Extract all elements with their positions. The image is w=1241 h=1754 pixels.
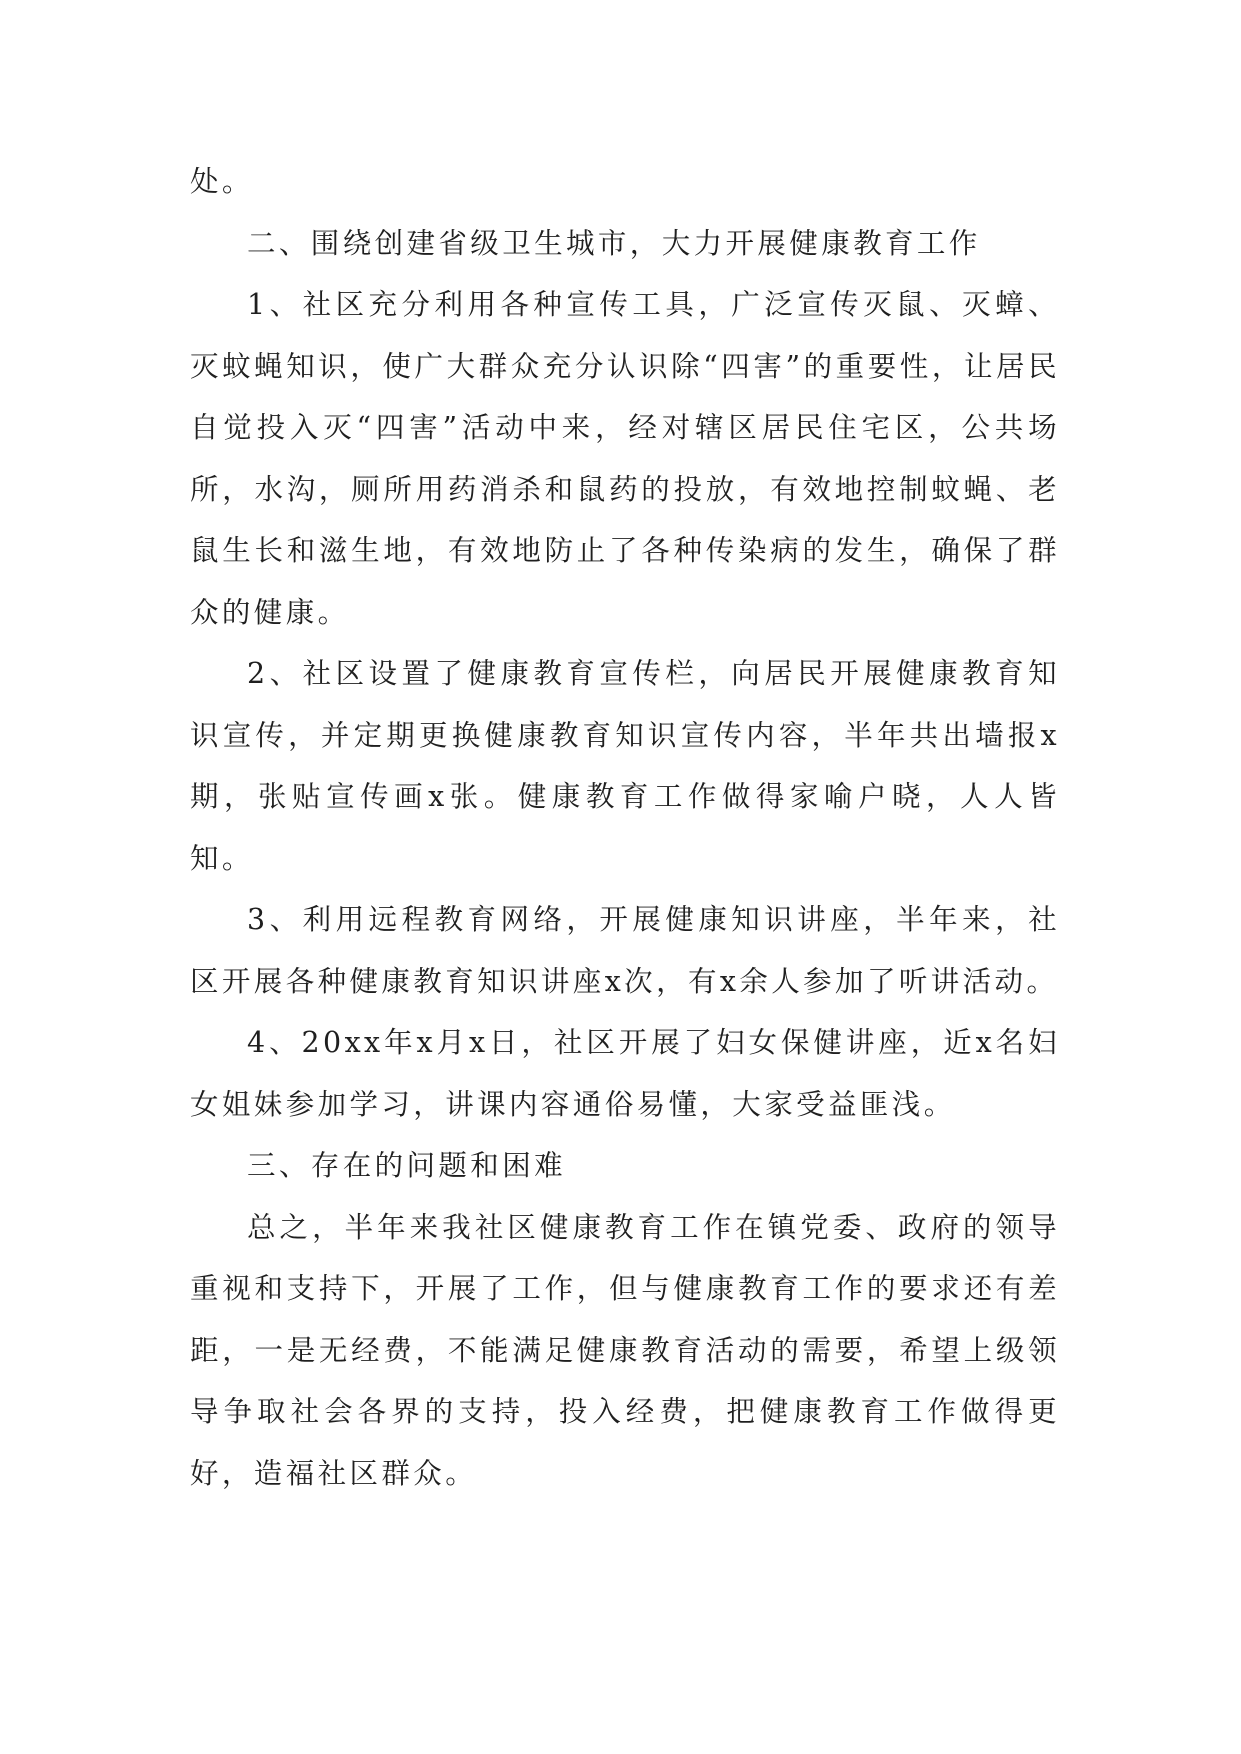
paragraph-continuation: 处。 [190,165,254,198]
section-heading-health-education: 二、围绕创建省级卫生城市，大力开展健康教育工作 [247,226,981,260]
paragraph-summary: 总之，半年来我社区健康教育工作在镇党委、政府的领导重视和支持下，开展了工作，但与健康教育工作的要求还有差距，一是无经费，不能满足健康教育活动的需要，希望上级领导争取社会各界的支持，投入经费，把健康教育工作做得更好，造福社区群众。 [190,1210,1060,1490]
paragraph-women-health-lecture: 4、20xx年x月x日，社区开展了妇女保健讲座，近x名妇女姐妹参加学习，讲课内容通俗易懂，大家受益匪浅。 [190,1026,1060,1121]
section-heading-problems: 三、存在的问题和困难 [247,1149,567,1182]
paragraph-bulletin-board: 2、社区设置了健康教育宣传栏，向居民开展健康教育知识宣传，并定期更换健康教育知识宣传内容，半年共出墙报x期，张贴宣传画x张。健康教育工作做得家喻户晓，人人皆知。 [190,657,1060,875]
document-body [190,151,1060,1504]
paragraph-pest-control: 1、社区充分利用各种宣传工具，广泛宣传灭鼠、灭蟑、灭蚊蝇知识，使广大群众充分认识除“四害”的重要性，让居民自觉投入灭“四害”活动中来，经对辖区居民住宅区，公共场所，水沟，厕所用药消杀和鼠药的投放，有效地控制蚊蝇、老鼠生长和滋生地，有效地防止了各种传染病的发生，确保了群众的健康。 [190,288,1060,629]
paragraph-remote-lectures: 3、利用远程教育网络，开展健康知识讲座，半年来，社区开展各种健康教育知识讲座x次，有x余人参加了听讲活动。 [190,903,1060,998]
